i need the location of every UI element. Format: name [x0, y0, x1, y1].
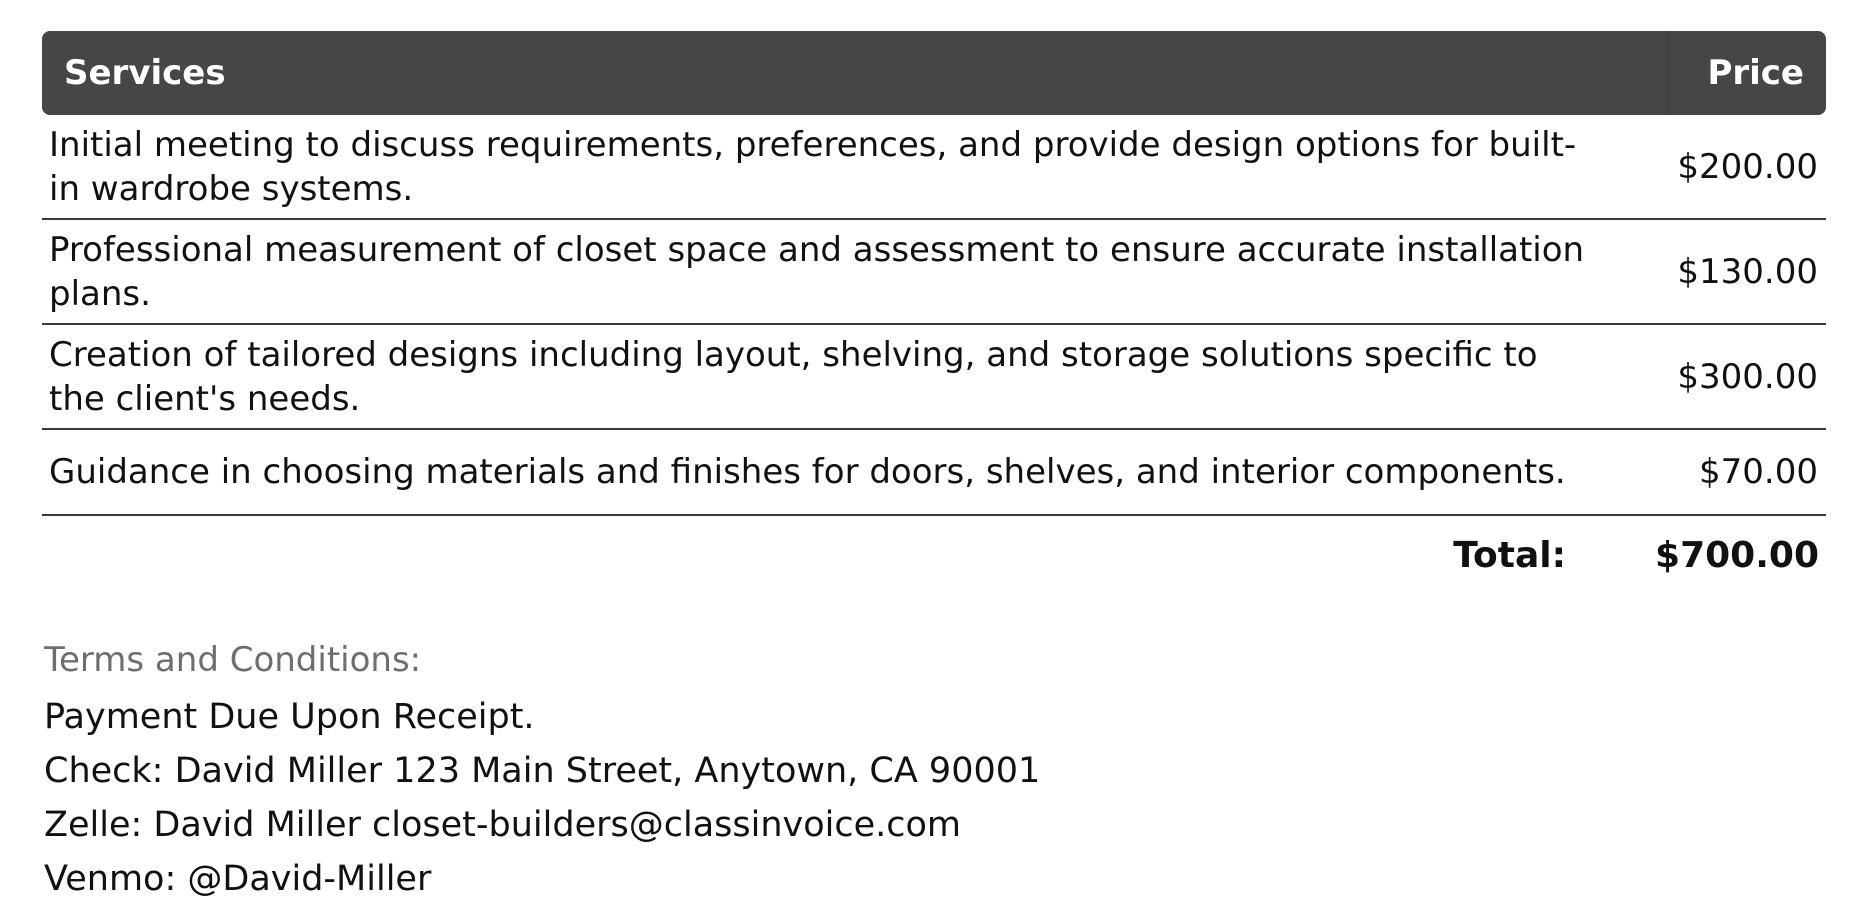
service-description: Professional measurement of closet space and assessment to ensure accurate installation plans. — [42, 220, 1668, 325]
table-row — [42, 325, 1826, 430]
service-description: Initial meeting to discuss requirements, preferences, and provide design options for built-in wardrobe systems. — [42, 115, 1668, 220]
service-price: $70.00 — [1668, 430, 1826, 516]
total-label: Total: — [1453, 535, 1566, 576]
service-price: $200.00 — [1668, 115, 1826, 220]
terms-heading: Terms and Conditions: — [44, 640, 422, 680]
service-price: $130.00 — [1668, 220, 1826, 325]
table-header-row — [42, 31, 1826, 115]
table-row — [42, 115, 1826, 220]
table-row — [42, 430, 1826, 516]
total-value: $700.00 — [1655, 535, 1819, 576]
services-table — [42, 31, 1826, 516]
services-column-header: Services — [42, 31, 1668, 115]
service-description: Guidance in choosing materials and finishes for doors, shelves, and interior components. — [42, 430, 1668, 516]
service-price: $300.00 — [1668, 325, 1826, 430]
price-column-header: Price — [1668, 31, 1826, 115]
terms-line-venmo: Venmo: @David-Miller — [44, 859, 432, 899]
table-row — [42, 220, 1826, 325]
service-description: Creation of tailored designs including layout, shelving, and storage solutions specific to the client's needs. — [42, 325, 1668, 430]
terms-line-zelle: Zelle: David Miller closet-builders@classinvoice.com — [44, 805, 962, 845]
terms-and-conditions — [44, 636, 1040, 906]
terms-line-check: Check: David Miller 123 Main Street, Anytown, CA 90001 — [44, 751, 1041, 791]
terms-line-payment: Payment Due Upon Receipt. — [44, 697, 535, 737]
